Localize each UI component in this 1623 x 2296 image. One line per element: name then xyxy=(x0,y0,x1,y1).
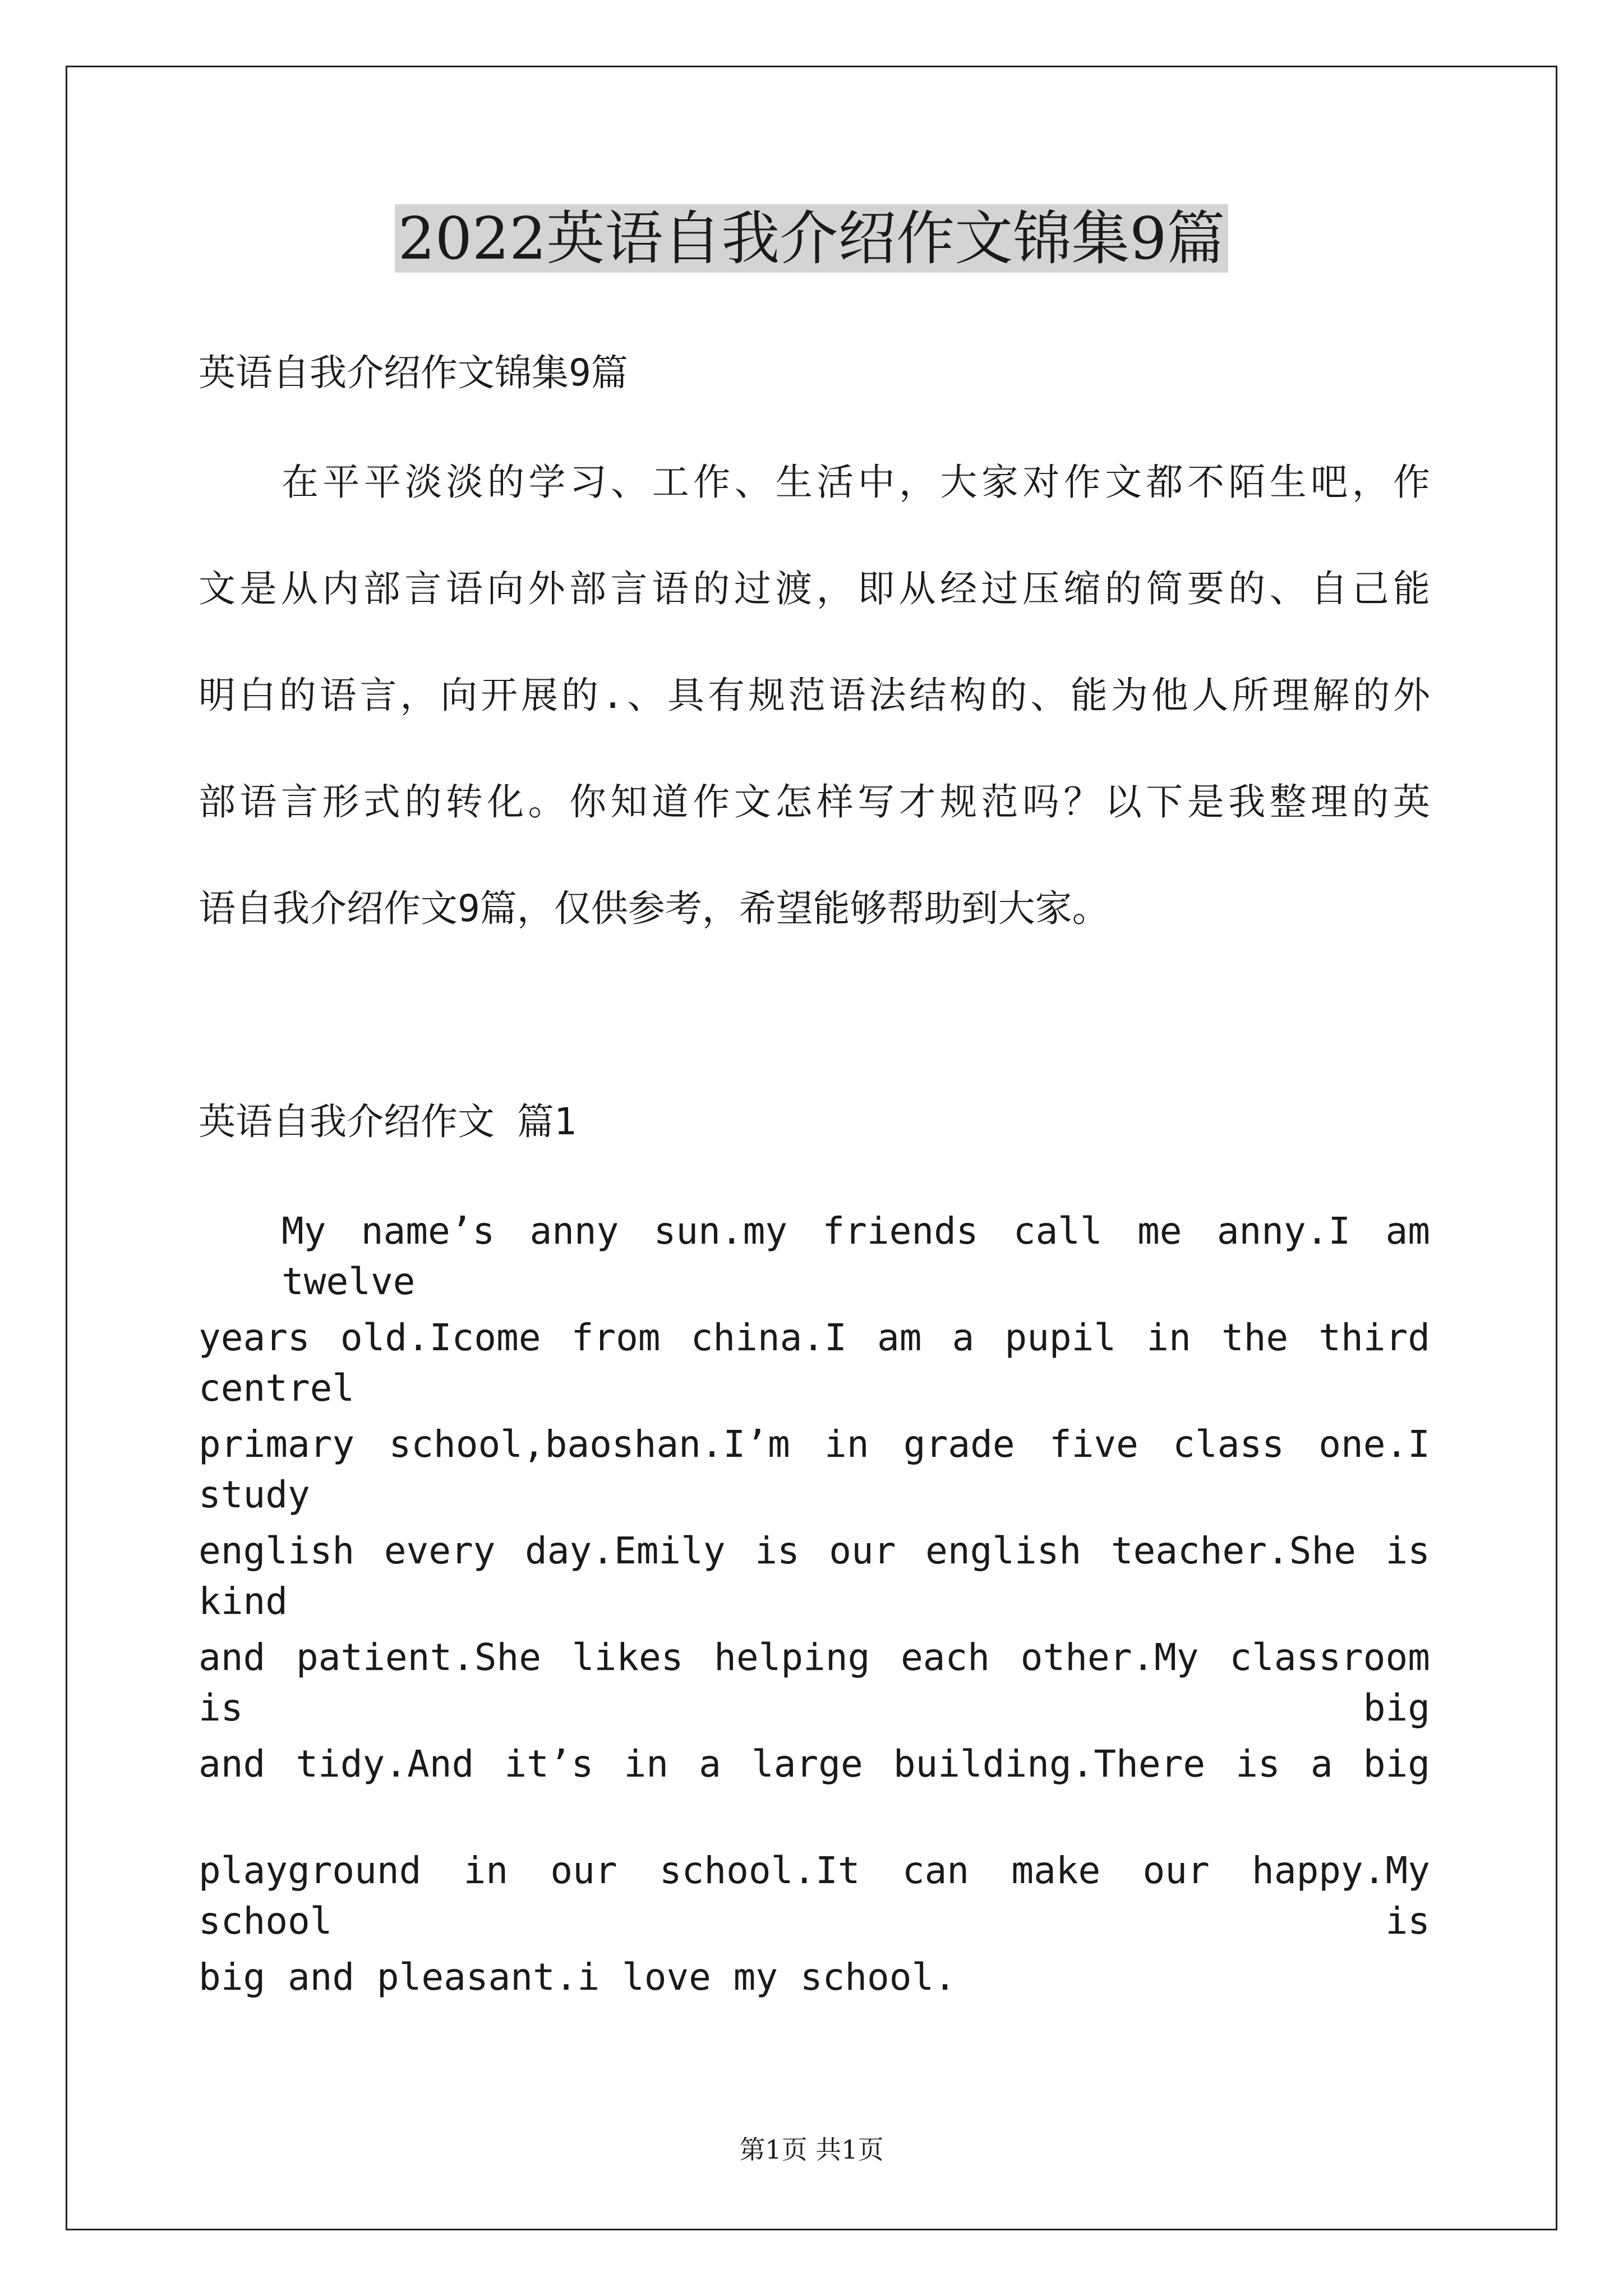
document-title-text: 2022英语自我介绍作文锦集9篇 xyxy=(395,204,1229,273)
essay-line: and patient.She likes helping each other.My classroom is big xyxy=(199,1636,1430,1729)
subtitle: 英语自我介绍作文锦集9篇 xyxy=(199,351,628,394)
intro-line: 明白的语言，向开展的.、具有规范语法结构的、能为他人所理解的外 xyxy=(199,674,1430,717)
intro-line: 部语言形式的转化。你知道作文怎样写才规范吗？以下是我整理的英 xyxy=(199,780,1430,823)
essay-line: big and pleasant.i love my school. xyxy=(199,1955,957,1999)
intro-line: 在平平淡淡的学习、工作、生活中，大家对作文都不陌生吧，作 xyxy=(282,461,1430,504)
essay-line: years old.Icome from china.I am a pupil in the third centrel xyxy=(199,1316,1430,1410)
essay-line: My name’s anny sun.my friends call me anny.I am twelve xyxy=(282,1209,1430,1303)
intro-line: 文是从内部言语向外部言语的过渡，即从经过压缩的简要的、自己能 xyxy=(199,567,1430,610)
intro-line: 语自我介绍作文9篇，仅供参考，希望能够帮助到大家。 xyxy=(199,887,1109,930)
section-heading: 英语自我介绍作文 篇1 xyxy=(199,1100,577,1143)
essay-line: playground in our school.It can make our happy.My school is xyxy=(199,1849,1430,1943)
essay-line: primary school,baoshan.I’m in grade five class one.I study xyxy=(199,1423,1430,1516)
essay-line: and tidy.And it’s in a large building.There is a big xyxy=(199,1742,1430,1786)
essay-line: english every day.Emily is our english teacher.She is kind xyxy=(199,1529,1430,1623)
page-footer: 第1页 共1页 xyxy=(739,2134,884,2165)
document-title xyxy=(0,199,1623,278)
